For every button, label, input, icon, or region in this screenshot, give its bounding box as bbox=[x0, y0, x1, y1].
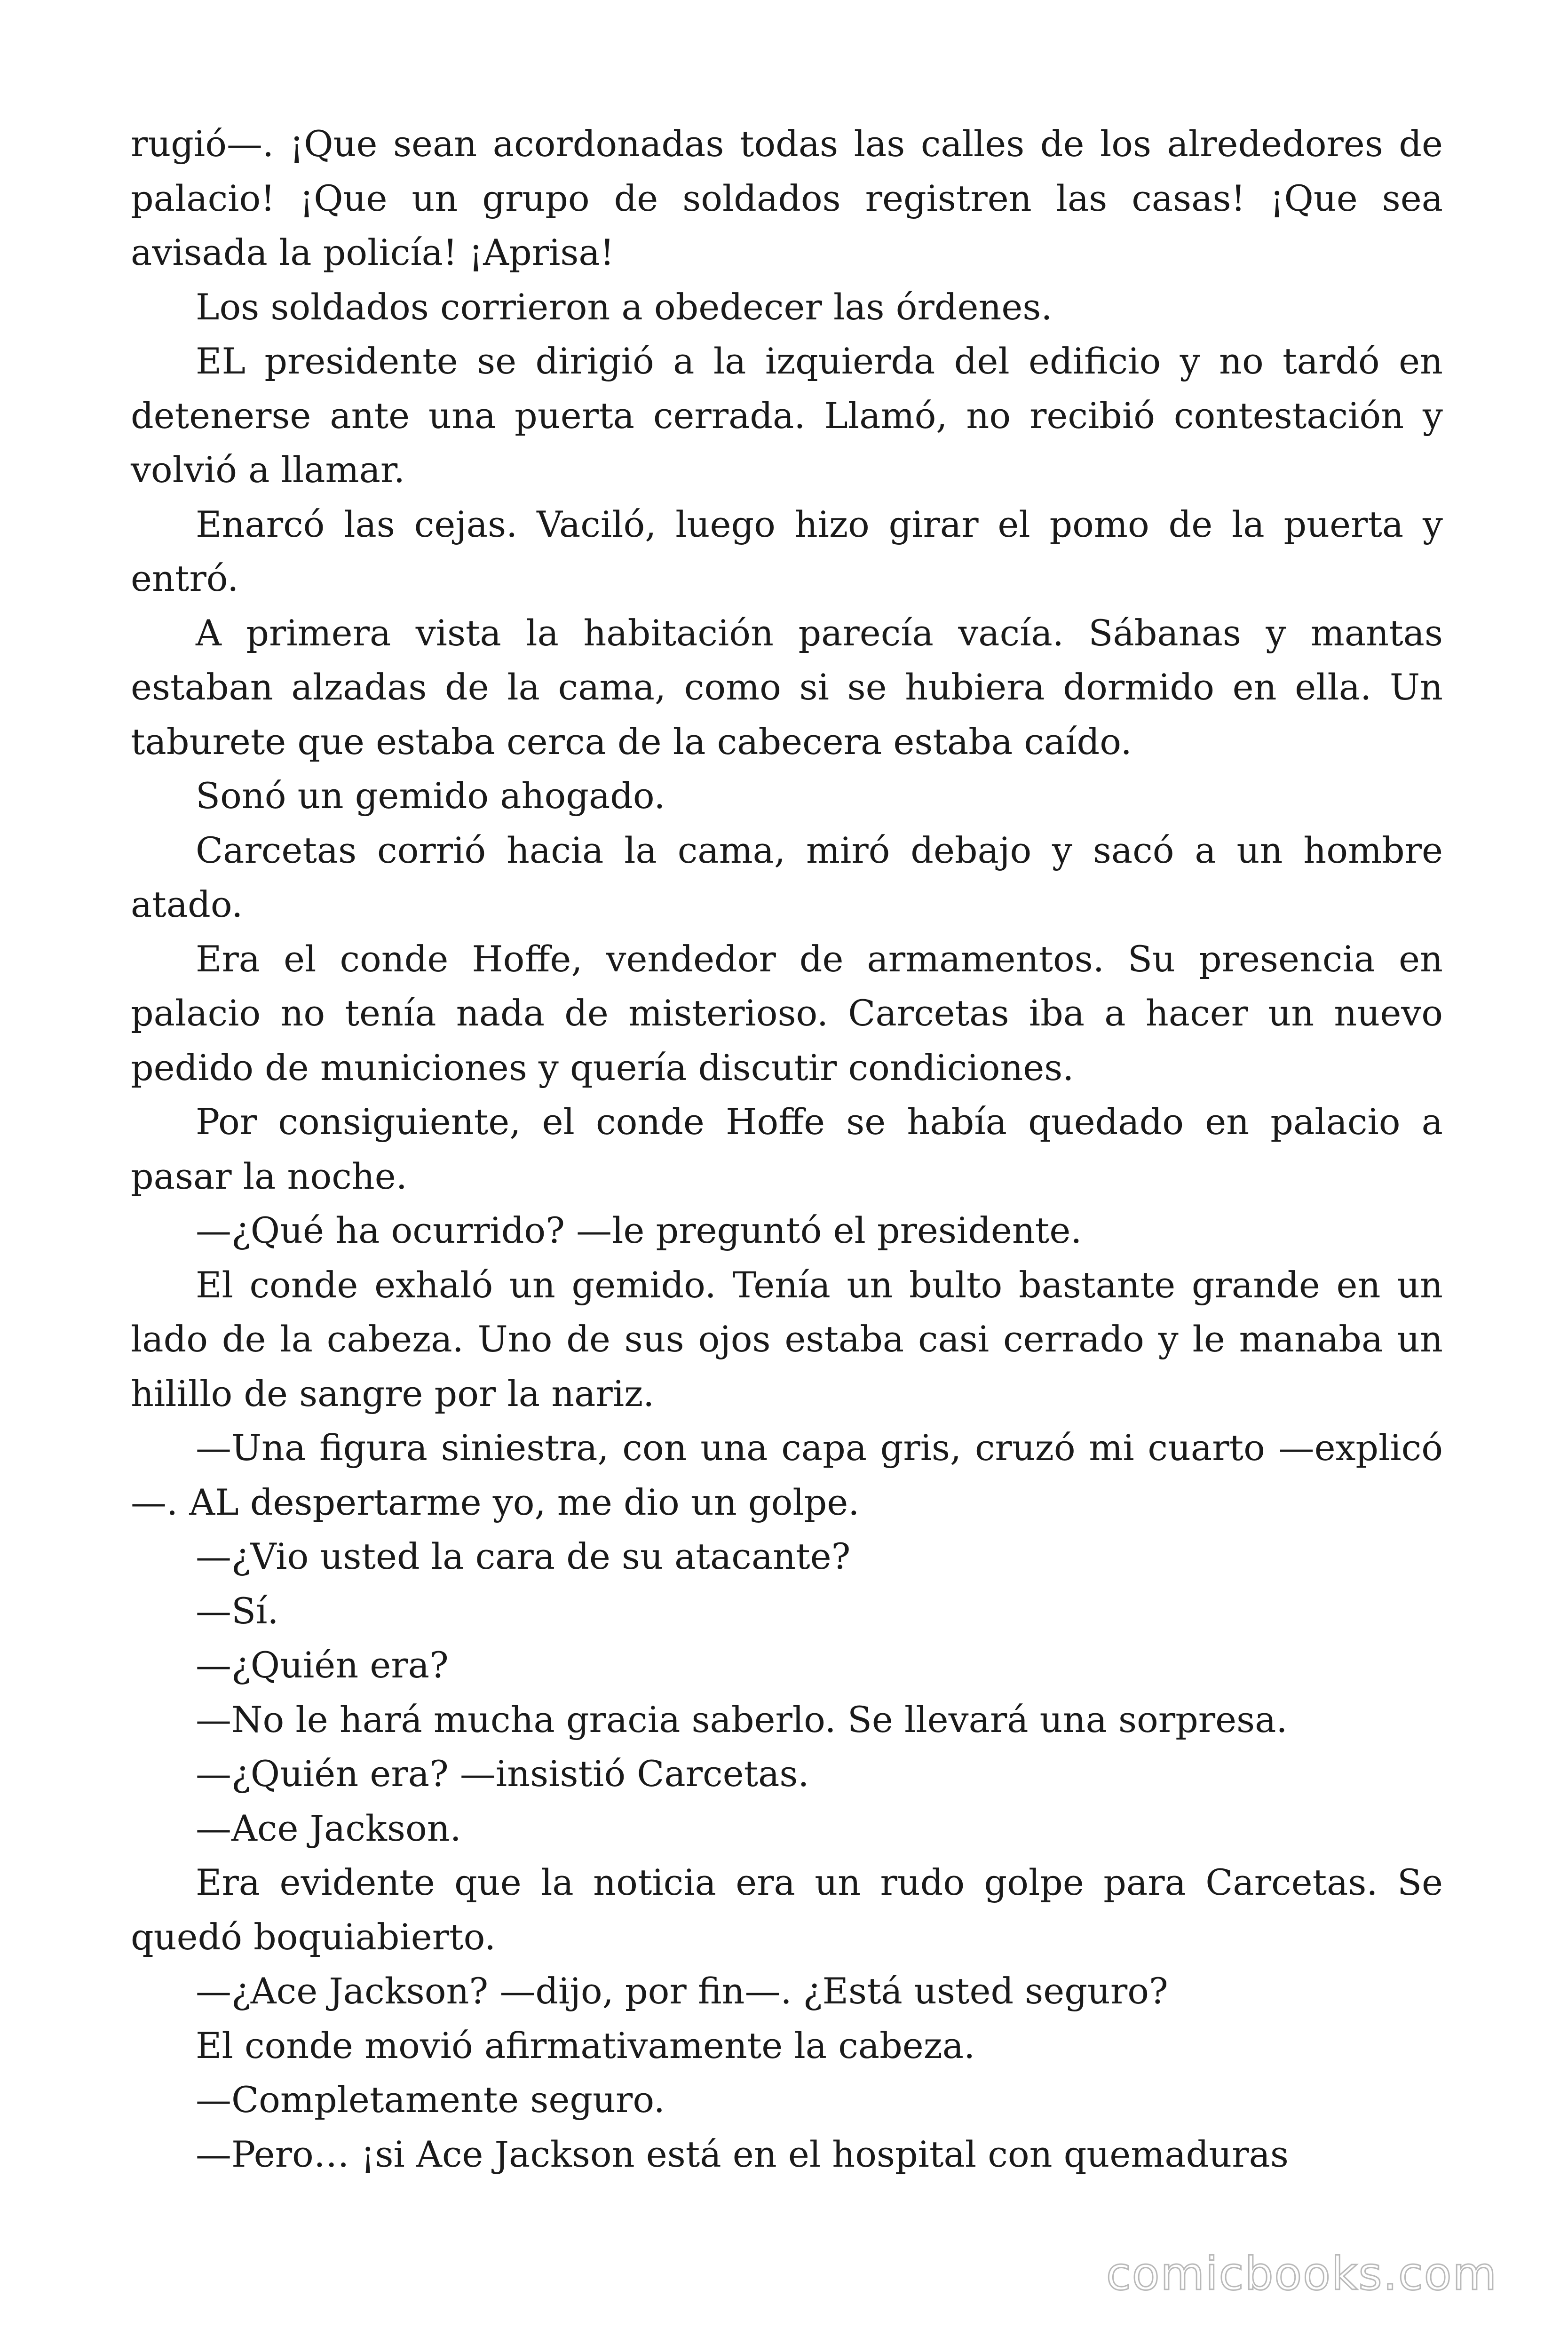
paragraph: —¿Ace Jackson? —dijo, por fin—. ¿Está usted seguro? bbox=[196, 1970, 1168, 2012]
paragraph: —¿Vio usted la cara de su atacante? bbox=[196, 1535, 851, 1577]
paragraph: Los soldados corrieron a obedecer las órdenes. bbox=[196, 286, 1053, 328]
paragraph: El conde movió afirmativamente la cabeza. bbox=[196, 2024, 975, 2066]
paragraph: Era evidente que la noticia era un rudo golpe para Carcetas. Se quedó boquiabierto. bbox=[131, 1861, 1443, 1958]
paragraph: —Completamente seguro. bbox=[196, 2079, 665, 2121]
paragraph: Sonó un gemido ahogado. bbox=[196, 775, 665, 817]
paragraph: El conde exhaló un gemido. Tenía un bulto bastante grande en un lado de la cabeza. Uno de sus ojos estaba casi cerrado y le manaba un hilillo de sangre por la nariz. bbox=[131, 1263, 1443, 1414]
paragraph: A primera vista la habitación parecía vacía. Sábanas y mantas estaban alzadas de la cama, como si se hubiera dormido en ella. Un taburete que estaba cerca de la cabecera estaba caído. bbox=[131, 612, 1443, 763]
watermark-logo: comicbooks.com bbox=[1106, 2248, 1497, 2300]
page-body bbox=[131, 117, 1443, 2196]
paragraph: rugió—. ¡Que sean acordonadas todas las calles de los alrededores de palacio! ¡Que un grupo de soldados registren las casas! ¡Que sea avisada la policía! ¡Aprisa! bbox=[131, 123, 1443, 273]
paragraph: Era el conde Hoffe, vendedor de armamentos. Su presencia en palacio no tenía nada de misterioso. Carcetas iba a hacer un nuevo pedido de municiones y quería discutir condiciones. bbox=[131, 938, 1443, 1089]
paragraph: —Pero… ¡si Ace Jackson está en el hospital con quemaduras bbox=[196, 2133, 1289, 2175]
paragraph: —Sí. bbox=[196, 1589, 279, 1632]
paragraph: EL presidente se dirigió a la izquierda del edificio y no tardó en detenerse ante una puerta cerrada. Llamó, no recibió contestación y volvió a llamar. bbox=[131, 340, 1443, 491]
paragraph: —¿Quién era? —insistió Carcetas. bbox=[196, 1753, 809, 1795]
paragraph: —Ace Jackson. bbox=[196, 1807, 461, 1849]
paragraph: —Una figura siniestra, con una capa gris, cruzó mi cuarto —explicó—. AL despertarme yo, me dio un golpe. bbox=[131, 1427, 1443, 1523]
paragraph: Por consiguiente, el conde Hoffe se había quedado en palacio a pasar la noche. bbox=[131, 1101, 1443, 1197]
paragraph: —No le hará mucha gracia saberlo. Se llevará una sorpresa. bbox=[196, 1698, 1288, 1740]
paragraph: —¿Qué ha ocurrido? —le preguntó el presidente. bbox=[196, 1209, 1082, 1251]
paragraph: Carcetas corrió hacia la cama, miró debajo y sacó a un hombre atado. bbox=[131, 829, 1443, 925]
paragraph: —¿Quién era? bbox=[196, 1644, 449, 1686]
paragraph: Enarcó las cejas. Vaciló, luego hizo girar el pomo de la puerta y entró. bbox=[131, 503, 1443, 599]
